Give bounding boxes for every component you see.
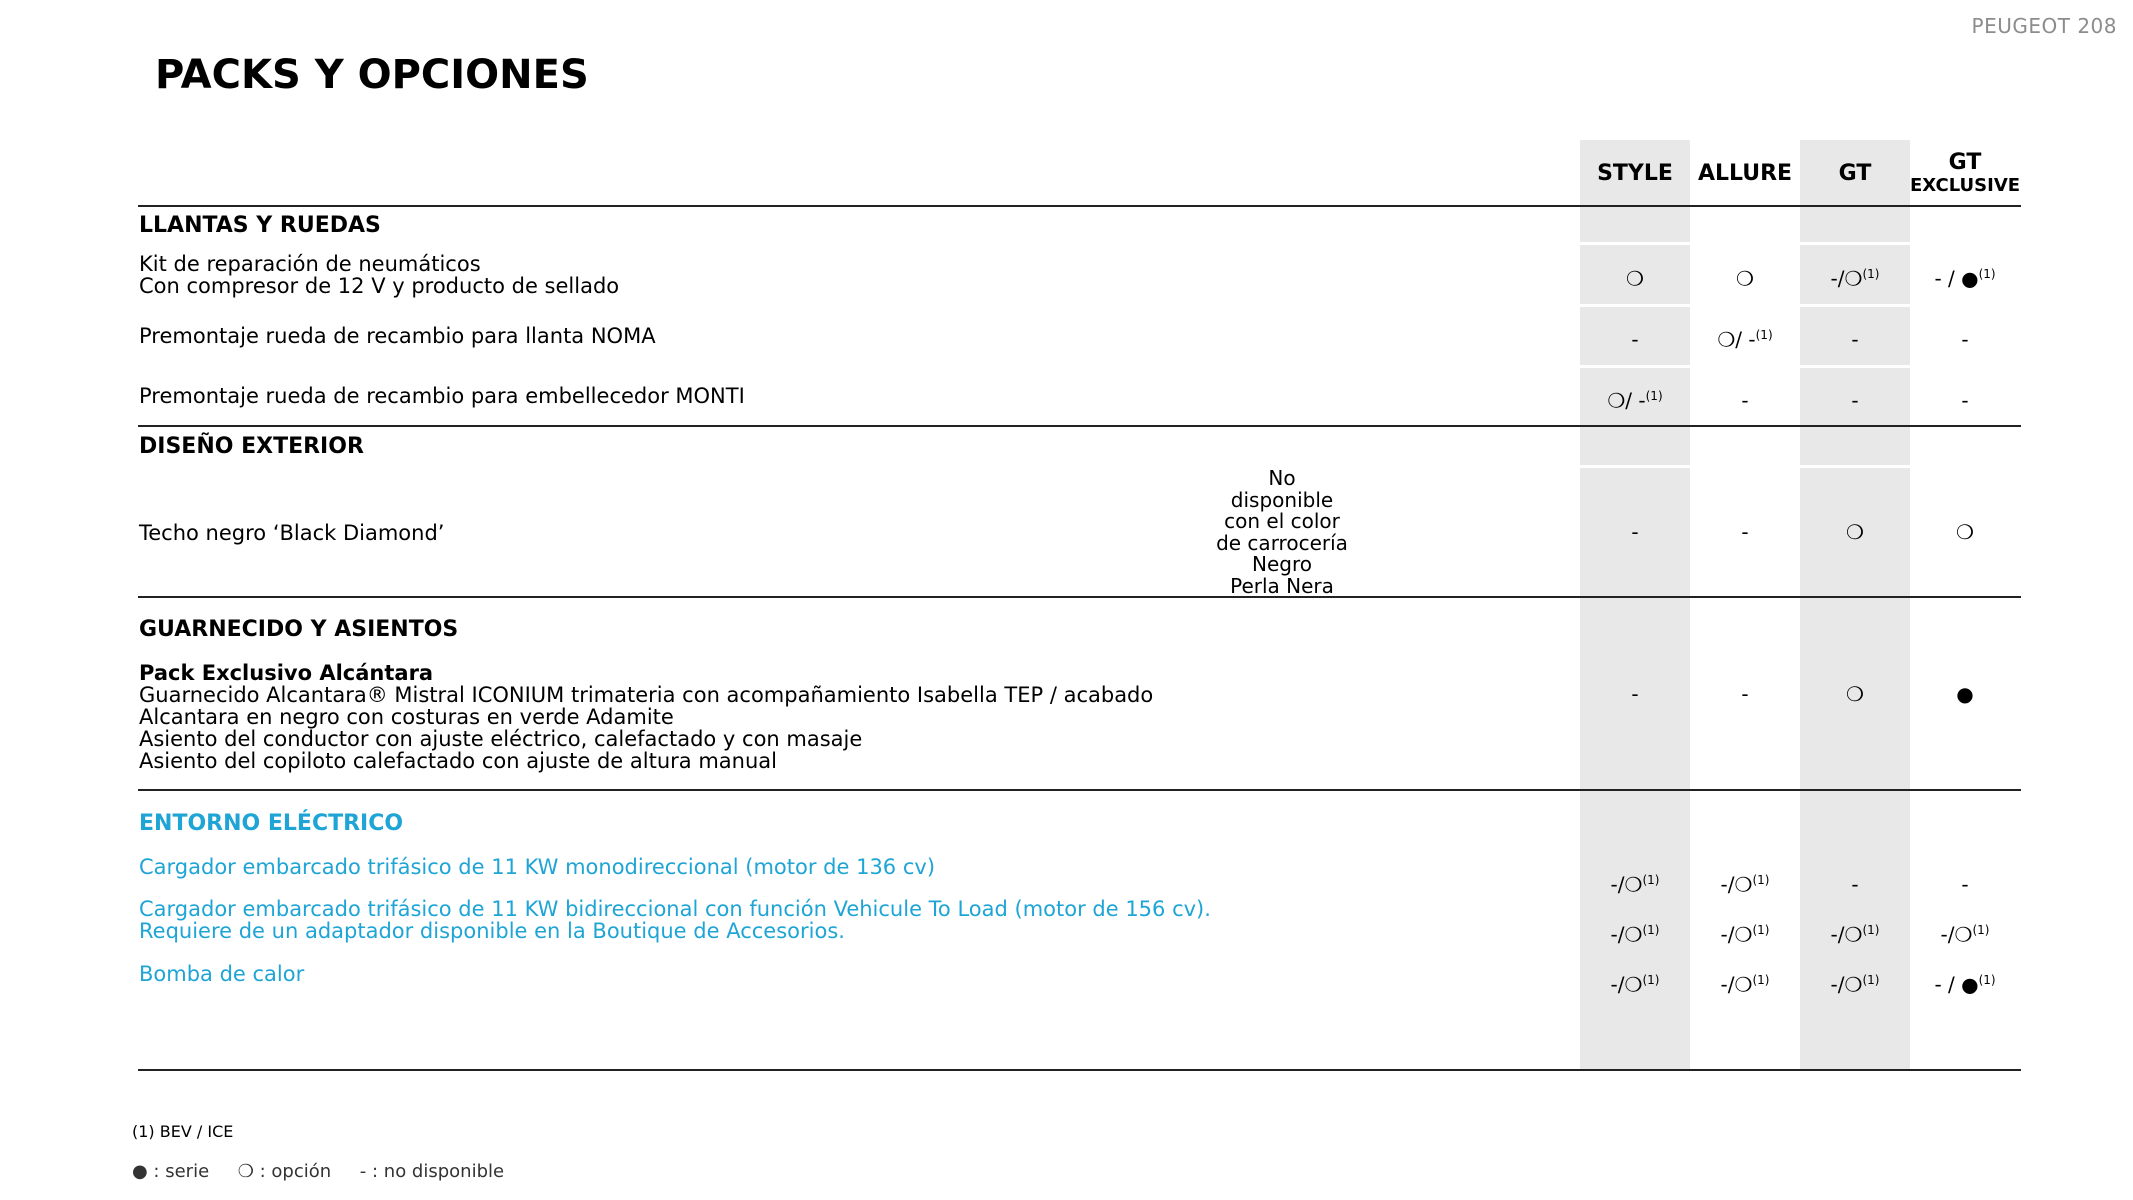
cell-bi-gt: -/❍$^{(1)}$ (1830, 922, 1880, 947)
cell-noma-allure: ❍/ -$^{(1)}$ (1717, 327, 1773, 352)
legend-no-disponible: - : no disponible (359, 1161, 505, 1182)
row-label-kit: Kit de reparación de neumáticos Con compresor de 12 V y producto de sellado (139, 252, 620, 298)
section-divider (138, 596, 2021, 598)
cell-mono-gt: - (1851, 872, 1859, 897)
cell-noma-style: - (1631, 327, 1639, 352)
row-separator (1580, 242, 2021, 245)
cell-bomba-style: -/❍$^{(1)}$ (1610, 972, 1660, 997)
cell-pack-gt-exclusive: ● (1956, 682, 1974, 706)
cell-bi-gt-exclusive: -/❍$^{(1)}$ (1940, 922, 1990, 947)
cell-monti-gt: - (1851, 388, 1859, 413)
cell-bi-style: -/❍$^{(1)}$ (1610, 922, 1660, 947)
cell-bomba-allure: -/❍$^{(1)}$ (1720, 972, 1770, 997)
legend (132, 1161, 504, 1182)
cell-mono-gt-exclusive: - (1961, 872, 1969, 897)
cell-techo-gt-exclusive: ❍ (1956, 520, 1974, 544)
row-label-techo: Techo negro ‘Black Diamond’ (139, 521, 445, 545)
row-separator (1580, 465, 2021, 468)
cell-mono-allure: -/❍$^{(1)}$ (1720, 872, 1770, 897)
row-label-bomba: Bomba de calor (139, 962, 305, 986)
row-separator (1580, 304, 2021, 307)
cell-bomba-gt: -/❍$^{(1)}$ (1830, 972, 1880, 997)
legend-opcion: ❍ : opción (237, 1161, 332, 1182)
cell-techo-gt: ❍ (1846, 520, 1864, 544)
cell-mono-style: -/❍$^{(1)}$ (1610, 872, 1660, 897)
section-title-guarnecido: GUARNECIDO Y ASIENTOS (139, 617, 459, 642)
cell-pack-allure: - (1741, 682, 1749, 706)
cell-monti-gt-exclusive: - (1961, 388, 1969, 413)
cell-bomba-gt-exclusive: - / ●$^{(1)}$ (1934, 972, 1996, 997)
cell-kit-gt-exclusive: - / ●$^{(1)}$ (1934, 266, 1996, 291)
footnote-bev-ice: (1) BEV / ICE (132, 1122, 234, 1141)
cell-bi-allure: -/❍$^{(1)}$ (1720, 922, 1770, 947)
section-title-entorno: ENTORNO ELÉCTRICO (139, 811, 404, 836)
cell-monti-allure: - (1741, 388, 1749, 413)
cell-kit-gt: -/❍$^{(1)}$ (1830, 266, 1880, 291)
row-separator (1580, 365, 2021, 368)
cell-kit-style: ❍ (1626, 266, 1644, 291)
column-header-gt: GT (1838, 160, 1872, 186)
row-label-monti: Premontaje rueda de recambio para embellecedor MONTI (139, 384, 745, 408)
row-label-noma: Premontaje rueda de recambio para llanta NOMA (139, 324, 656, 348)
section-title-diseno: DISEÑO EXTERIOR (139, 434, 364, 459)
cell-monti-style: ❍/ -$^{(1)}$ (1607, 388, 1663, 413)
column-header-gt-exclusive: GT EXCLUSIVE (1909, 150, 2021, 196)
row-label-cargador-bi: Cargador embarcado trifásico de 11 KW bidireccional con función Vehicule To Load (motor de 156 cv). Requiere de un adaptador disponible en la Boutique de Accesorios. (139, 897, 1211, 943)
cell-techo-style: - (1631, 520, 1639, 544)
row-label-cargador-mono: Cargador embarcado trifásico de 11 KW monodireccional (motor de 136 cv) (139, 855, 936, 879)
cell-kit-allure: ❍ (1736, 266, 1754, 291)
section-title-llantas: LLANTAS Y RUEDAS (139, 213, 381, 238)
cell-pack-style: - (1631, 682, 1639, 706)
section-divider (138, 1069, 2021, 1071)
brand-label: PEUGEOT 208 (1971, 14, 2117, 38)
techo-availability-note: No disponible con el color de carrocería Negro Perla Nera (1216, 466, 1348, 598)
section-divider (138, 425, 2021, 427)
cell-noma-gt: - (1851, 327, 1859, 352)
cell-techo-allure: - (1741, 520, 1749, 544)
page-title: PACKS Y OPCIONES (155, 52, 589, 98)
section-divider (138, 789, 2021, 791)
row-label-pack-alcantara: Pack Exclusivo Alcántara Guarnecido Alcantara® Mistral ICONIUM trimateria con acompañamiento Isabella TEP / acabado Alcantara en negro con costuras en verde Adamite Asiento del conductor con ajuste eléctrico, calefactado y con masaje Asiento del copiloto calefactado con ajuste de altura manual (139, 661, 1154, 773)
legend-serie: ● : serie (132, 1161, 210, 1182)
cell-pack-gt: ❍ (1846, 682, 1864, 706)
column-header-allure: ALLURE (1697, 160, 1793, 186)
cell-noma-gt-exclusive: - (1961, 327, 1969, 352)
header-divider (138, 205, 2021, 207)
column-header-style: STYLE (1597, 160, 1673, 186)
